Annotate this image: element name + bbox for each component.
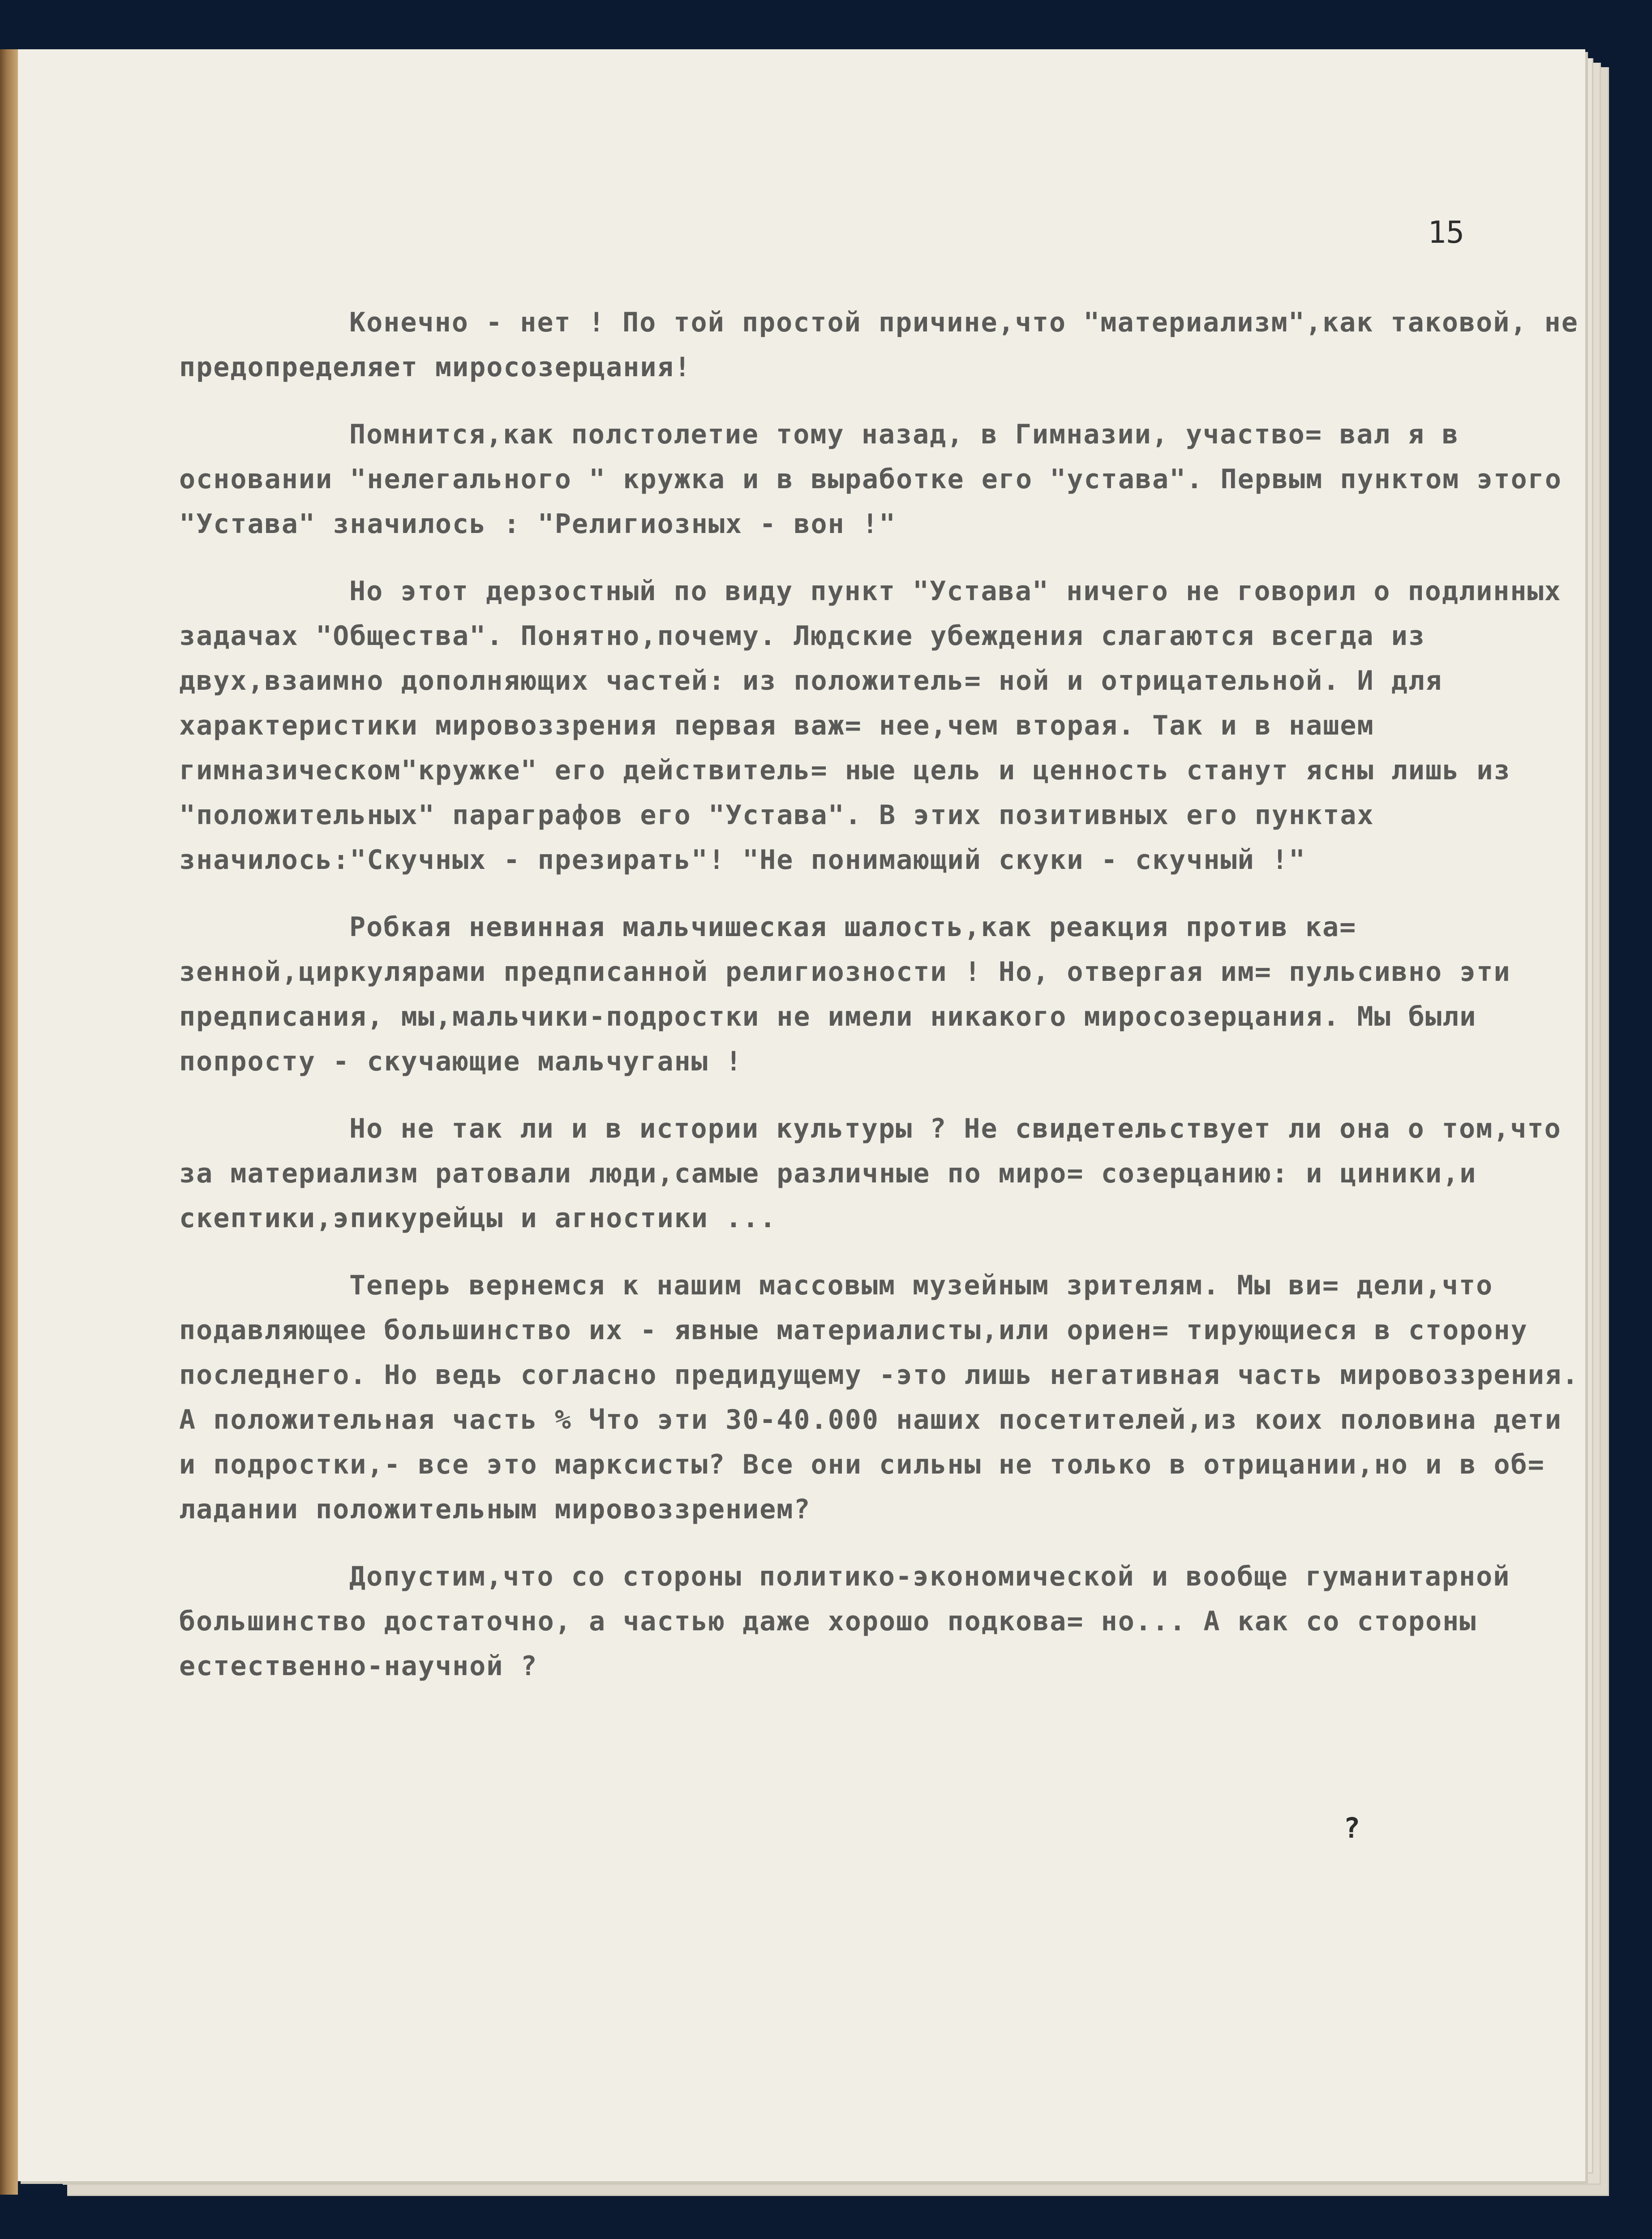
paragraph-7: Допустим,что со стороны политико-экономической и вообще гуманитарной большинство достаточно, а частью даже хорошо подкова= но... А как со стороны естественно-научной ? <box>179 1561 1510 1682</box>
binding-edge <box>0 49 18 2195</box>
paragraph-5: Но не так ли и в истории культуры ? Не свидетельствует ли она о том,что за материализм ратовали люди,самые различные по миро= созерцанию: и циники,и скептики,эпикурейцы и агностики ... <box>179 1113 1562 1234</box>
page-number: 15 <box>1428 215 1464 250</box>
paragraph-1: Конечно - нет ! По той простой причине,что "материализм",как таковой, не предопределяет миросозерцания! <box>179 307 1579 383</box>
paragraph-6: Теперь вернемся к нашим массовым музейным зрителям. Мы ви= дели,что подавляющее большинство их - явные материалисты,или ориен= тирующиеся в сторону последнего. Но ведь согласно предидущему -это лишь негативная часть мировоззрения. А положительная часть % Что эти 30-40.000 наших посетителей,из коих половина дети и подростки,- все это марксисты? Все они сильны не только в отрицании,но и в об= ладании положительным мировоззрением? <box>179 1270 1579 1525</box>
paragraph-2: Помнится,как полстолетие тому назад, в Гимназии, участво= вал я в основании "нелегального " кружка и в выработке его "устава". Первым пунктом этого "Устава" значилось : "Религиозных - вон !" <box>179 419 1562 540</box>
page-body <box>179 300 1585 1711</box>
typewritten-page <box>18 49 1585 2181</box>
handwritten-question-mark: ? <box>1343 1812 1360 1844</box>
paragraph-3: Но этот дерзостный по виду пункт "Устава" ничего не говорил о подлинных задачах "Общества". Понятно,почему. Людские убеждения слагаются всегда из двух,взаимно дополняющих частей: из положитель= ной и отрицательной. И для характеристики мировоззрения первая важ= нее,чем вторая. Так и в нашем гимназическом"кружке" его действитель= ные цель и ценность станут ясны лишь из "положительных" параграфов его "Устава". В этих позитивных его пунктах значилось:"Скучных - презирать"! "Не понимающий скуки - скучный !" <box>179 576 1562 876</box>
paragraph-4: Робкая невинная мальчишеская шалость,как реакция против ка= зенной,циркулярами предписанной религиозности ! Но, отвергая им= пульсивно эти предписания, мы,мальчики-подростки не имели никакого миросозерцания. Мы были попросту - скучающие мальчуганы ! <box>179 911 1511 1077</box>
